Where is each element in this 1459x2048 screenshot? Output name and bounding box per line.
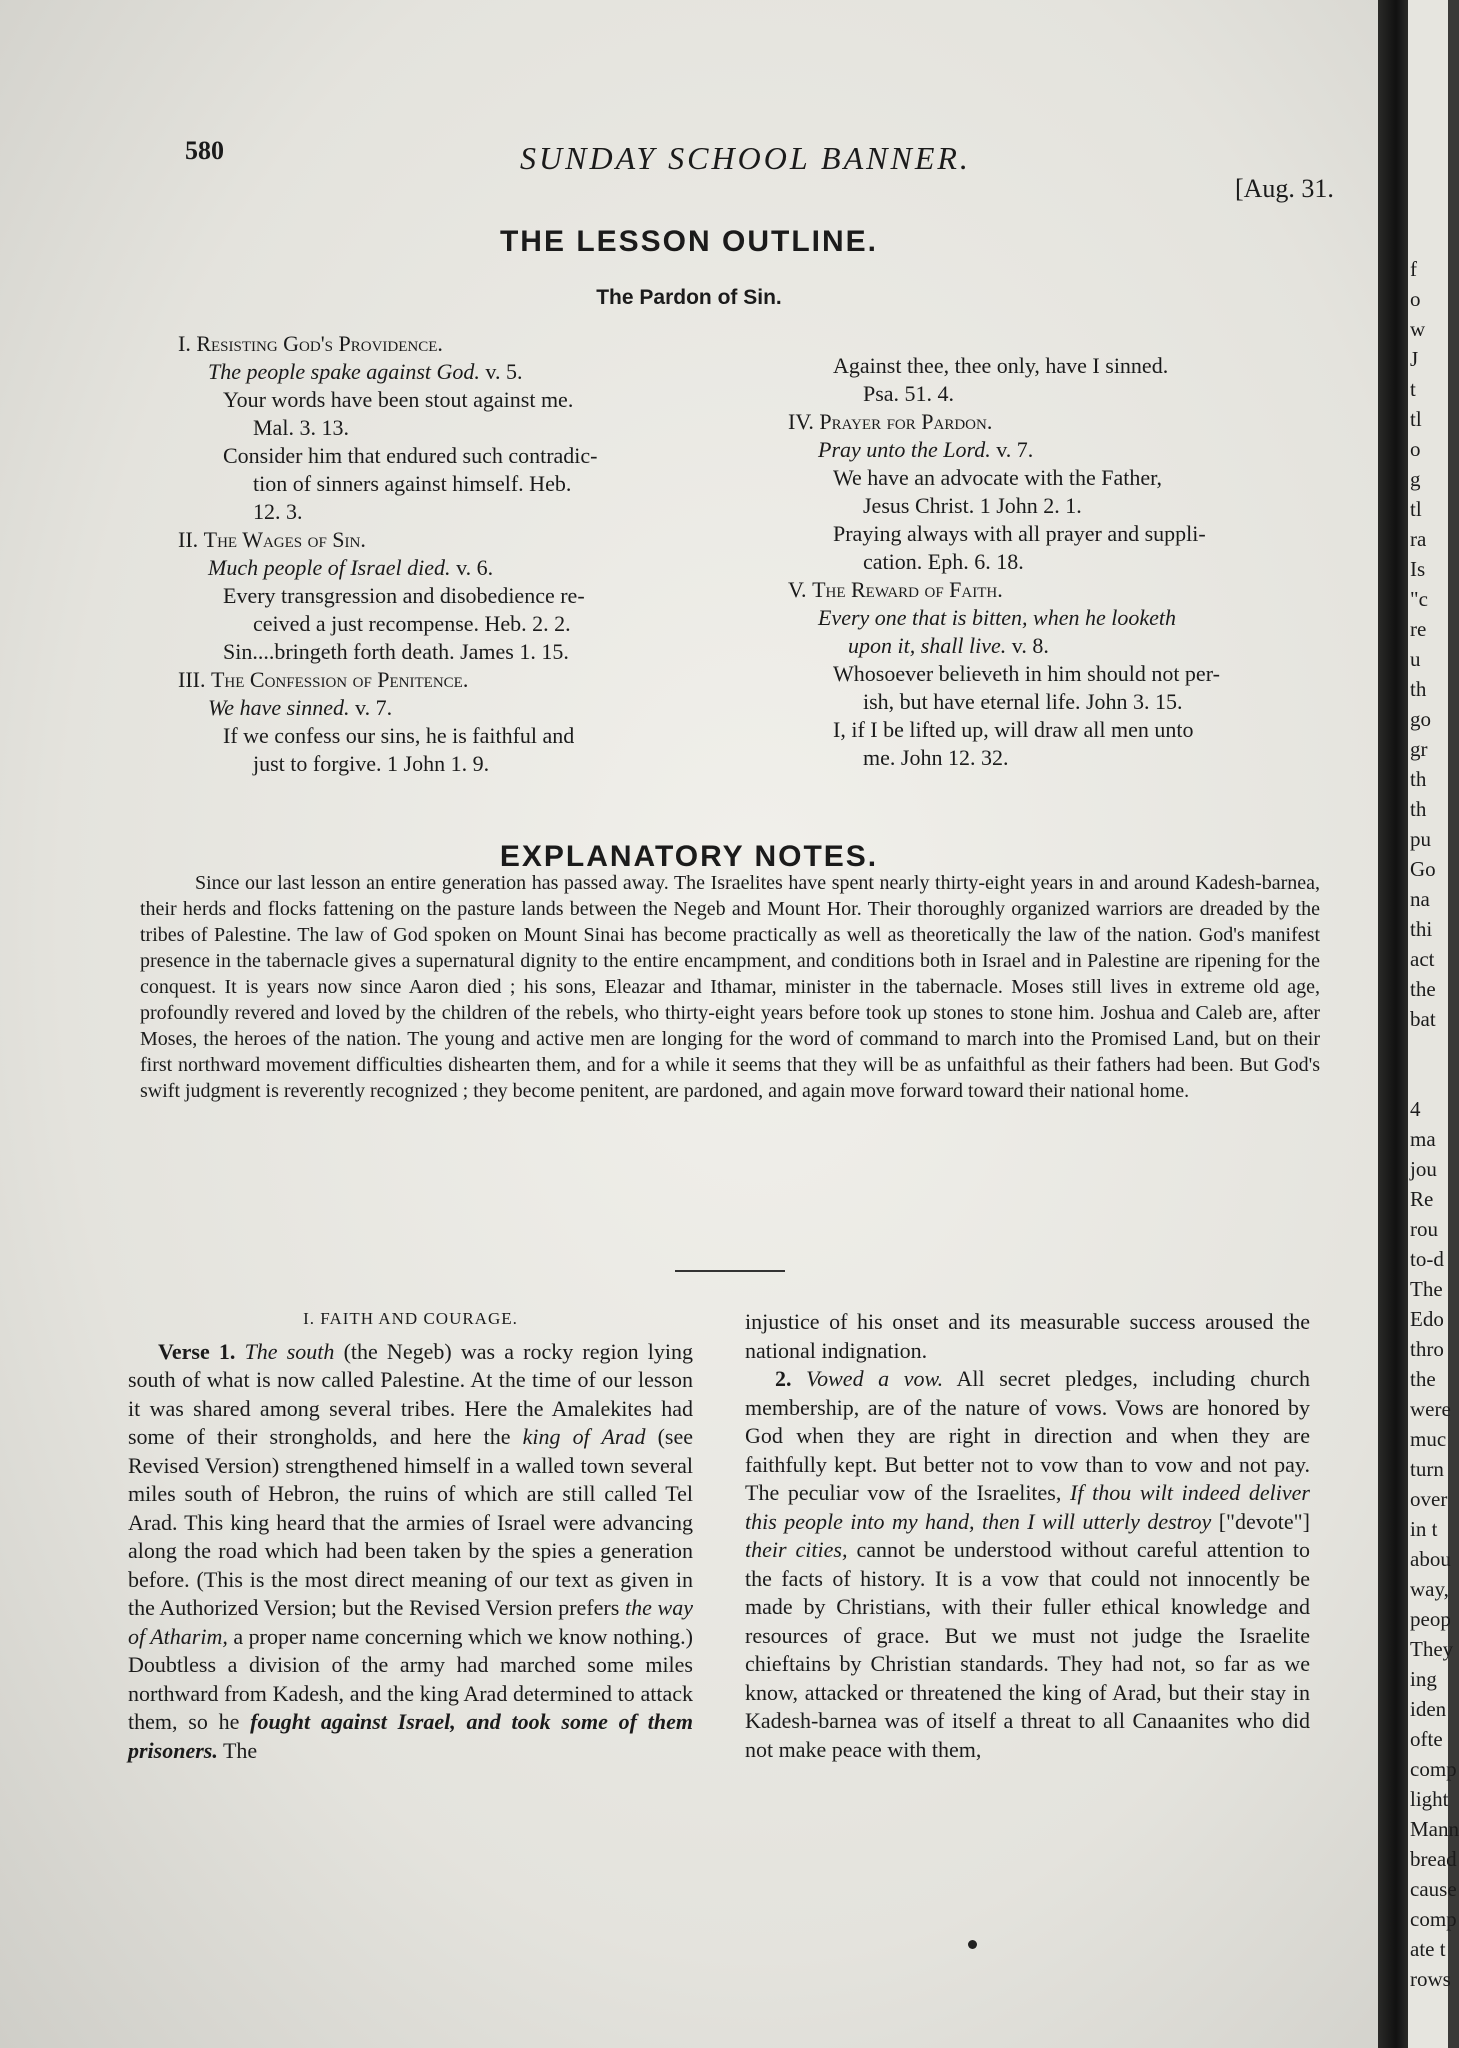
- next-page-fragment: ma: [1410, 1127, 1436, 1151]
- next-page-fragment: turn: [1410, 1457, 1444, 1481]
- outline-line: ish, but have eternal life. John 3. 15.: [863, 689, 1183, 714]
- outline-line: me. John 12. 32.: [863, 745, 1009, 770]
- next-page-fragment: ing: [1410, 1667, 1437, 1691]
- next-page-fragment: iden: [1410, 1697, 1447, 1721]
- next-page-fragment: J: [1410, 347, 1419, 371]
- next-page-fragment: Mann: [1410, 1817, 1459, 1841]
- next-page-fragment: "c: [1410, 587, 1428, 611]
- next-page-fragment: abou: [1410, 1547, 1451, 1571]
- outline-line: Sin....bringeth forth death. James 1. 15.: [223, 639, 569, 664]
- next-page-fragment: th: [1410, 767, 1427, 791]
- outline-line: ceived a just recompense. Heb. 2. 2.: [253, 611, 571, 636]
- page-header: [185, 132, 1355, 212]
- next-page-fragment: They: [1410, 1637, 1454, 1661]
- next-page-fragment: thi: [1410, 917, 1433, 941]
- outline-line: Pray unto the Lord. v. 7.: [818, 437, 1034, 462]
- next-page-fragment: go: [1410, 707, 1431, 731]
- next-page-fragment: u: [1410, 647, 1421, 671]
- next-page-fragment: peop: [1410, 1607, 1451, 1631]
- next-page-fragment: light: [1410, 1787, 1449, 1811]
- next-page-fragment: tl: [1410, 497, 1422, 521]
- explanatory-paragraph: Since our last lesson an entire generation has passed away. The Israelites have spent nearly thirty-eight years in and around Kadesh-barnea, their herds and flocks fattening on the pasture lands between the Negeb and Mount Hor. Their thoroughly organized warriors are dreaded by the tribes of Palestine. The law of God spoken on Mount Sinai has become practically as well as theoretically the law of the nation. God's manifest presence in the tabernacle gives a supernatural dignity to the entire encampment, and conditions both in Israel and in Palestine are ripening for the conquest. It is years now since Aaron died ; his sons, Eleazar and Ithamar, minister in the tabernacle. Moses still lives in extreme old age, profoundly revered and loved by the children of the rebels, who thirty-eight years before took up stones to stone him. Joshua and Caleb are, after Moses, the heroes of the nation. The young and active men are longing for the word of command to march into the Promised Land, but on their first northward movement difficulties dishearten them, and for a while it seems that they will be as unfaithful as their fathers had been. But God's swift judgment is reverently recognized ; they become penitent, are pardoned, and again move forward toward their national home.: [140, 872, 1320, 1102]
- next-page-fragment: the: [1410, 977, 1436, 1001]
- next-page-fragment: bread: [1410, 1847, 1457, 1871]
- next-page-fragment: to-d: [1410, 1247, 1444, 1271]
- outline-right-column: [788, 352, 1358, 772]
- next-page-fragment: jou: [1410, 1157, 1437, 1181]
- next-page-fragment: act: [1410, 947, 1435, 971]
- next-page-fragment: Is: [1410, 557, 1426, 581]
- outline-line: III. The Confession of Penitence.: [178, 667, 469, 692]
- next-page-fragment: Edo: [1410, 1307, 1444, 1331]
- ink-dot: [968, 1940, 977, 1949]
- explanatory-notes-title: EXPLANATORY NOTES.: [499, 840, 879, 873]
- next-page-fragment: na: [1410, 887, 1430, 911]
- next-page-fragment: o: [1410, 437, 1421, 461]
- next-page-fragment: o: [1410, 287, 1421, 311]
- next-page-fragment: rows: [1410, 1967, 1451, 1991]
- next-page-fragment: ra: [1410, 527, 1427, 551]
- next-page-fragment: re: [1410, 617, 1427, 641]
- outline-line: II. The Wages of Sin.: [178, 527, 366, 552]
- outline-line: just to forgive. 1 John 1. 9.: [253, 751, 490, 776]
- issue-date: [Aug. 31.: [1235, 174, 1334, 203]
- outline-line: Against thee, thee only, have I sinned.: [833, 353, 1169, 378]
- adjacent-page-edge: [1408, 0, 1459, 2048]
- outline-line: The people spake against God. v. 5.: [208, 359, 523, 384]
- section-heading: I. FAITH AND COURAGE.: [303, 1309, 518, 1328]
- outline-title: THE LESSON OUTLINE.: [499, 225, 879, 258]
- outline-line: Mal. 3. 13.: [253, 415, 349, 440]
- outline-line: Whosoever believeth in him should not per-: [833, 661, 1220, 686]
- next-page-fragment: ate t: [1410, 1937, 1446, 1961]
- book-gutter: [1378, 0, 1408, 2048]
- outline-line: tion of sinners against himself. Heb.: [253, 471, 572, 496]
- next-page-fragment: comp: [1410, 1757, 1457, 1781]
- next-page-fragment: cause: [1410, 1877, 1457, 1901]
- outline-line: IV. Prayer for Pardon.: [788, 409, 993, 434]
- next-page-fragment: the: [1410, 1367, 1436, 1391]
- verse-2-note: injustice of his onset and its measurable success aroused the national indignation. 2. Vowed a vow. All secret pledges, including church membership, are of the nature of vows. Vows are honored by God when they are right in direction and when they are faithfully kept. But better not to vow than to vow and not pay. The peculiar vow of the Israelites, If thou wilt indeed deliver this people into my hand, then I will utterly destroy ["devote"] their cities, cannot be understood without careful attention to the facts of history. It is a vow that could not innocently be made by Christians, with their fuller ethical knowledge and resources of grace. But we must not judge the Israelite chieftains by Christian standards. They had not, so far as we know, attacked or threatened the king of Arad, but their stay in Kadesh-barnea was of itself a threat to all Canaanites who did not make peace with them,: [745, 1309, 1311, 1762]
- running-title: SUNDAY SCHOOL BANNER.: [520, 140, 971, 176]
- next-page-fragment: over: [1410, 1487, 1448, 1511]
- next-page-fragment: f: [1410, 257, 1417, 281]
- next-page-fragment: rou: [1410, 1217, 1438, 1241]
- explanatory-notes-body: [140, 870, 1320, 1104]
- next-page-fragment: Re: [1410, 1187, 1434, 1211]
- next-page-fragment: The: [1410, 1277, 1443, 1301]
- next-page-fragment: 4: [1410, 1097, 1421, 1121]
- outline-line: Your words have been stout against me.: [223, 387, 574, 412]
- outline-line: Jesus Christ. 1 John 2. 1.: [863, 493, 1082, 518]
- section-divider: [675, 1270, 785, 1272]
- outline-line: Every one that is bitten, when he looketh: [818, 605, 1177, 630]
- next-page-fragment: Go: [1410, 857, 1436, 881]
- next-page-fragment: thro: [1410, 1337, 1444, 1361]
- outline-line: We have an advocate with the Father,: [833, 465, 1163, 490]
- next-page-fragment: muc: [1410, 1427, 1447, 1451]
- outline-line: Praying always with all prayer and suppli-: [833, 521, 1206, 546]
- outline-line: upon it, shall live. v. 8.: [848, 633, 1049, 658]
- next-page-fragment: way,: [1410, 1577, 1449, 1601]
- outline-line: cation. Eph. 6. 18.: [863, 549, 1024, 574]
- next-page-fragment: gr: [1410, 737, 1428, 761]
- next-page-fragment: th: [1410, 677, 1427, 701]
- next-page-fragment: tl: [1410, 407, 1422, 431]
- next-page-fragment: th: [1410, 797, 1427, 821]
- outline-line: Every transgression and disobedience re-: [223, 583, 585, 608]
- outline-line: I, if I be lifted up, will draw all men unto: [833, 717, 1194, 742]
- outline-line: Consider him that endured such contradic-: [223, 443, 598, 468]
- outline-line: If we confess our sins, he is faithful and: [223, 723, 575, 748]
- outline-line: I. Resisting God's Providence.: [178, 331, 443, 356]
- next-page-fragment: g: [1410, 467, 1421, 491]
- next-page-fragment: pu: [1410, 827, 1431, 851]
- outline-line: We have sinned. v. 7.: [208, 695, 393, 720]
- outline-left-column: [178, 330, 748, 778]
- next-page-fragment: bat: [1410, 1007, 1436, 1031]
- next-page-fragment: comp: [1410, 1907, 1457, 1931]
- outline-subtitle: The Pardon of Sin.: [596, 286, 782, 309]
- next-page-fragment: w: [1410, 317, 1426, 341]
- outline-line: 12. 3.: [253, 499, 303, 524]
- next-page-fragment: ofte: [1410, 1727, 1443, 1751]
- notes-left-column: [128, 1305, 693, 1765]
- next-page-fragment: in t: [1410, 1517, 1438, 1541]
- outline-line: V. The Reward of Faith.: [788, 577, 1003, 602]
- outline-line: Psa. 51. 4.: [863, 381, 955, 406]
- outline-line: Much people of Israel died. v. 6.: [208, 555, 494, 580]
- verse-1-note: Verse 1. The south (the Negeb) was a rocky region lying south of what is now called Palestine. At the time of our lesson it was shared among several tribes. Here the Amalekites had some of their strongholds, and here the king of Arad (see Revised Version) strengthened himself in a walled town several miles south of Hebron, the ruins of which are still called Tel Arad. This king heard that the armies of Israel were advancing along the road which had been taken by the spies a generation before. (This is the most direct meaning of our text as given in the Authorized Version; but the Revised Version prefers the way of Atharim, a proper name concerning which we know nothing.) Doubtless a division of the army had marched some miles northward from Kadesh, and the king Arad determined to attack them, so he fought against Israel, and took some of them prisoners. The: [128, 1338, 693, 1763]
- next-page-fragment: t: [1410, 377, 1416, 401]
- page-number: 580: [185, 136, 224, 165]
- notes-right-column: [745, 1308, 1310, 1764]
- next-page-fragment: were: [1410, 1397, 1451, 1421]
